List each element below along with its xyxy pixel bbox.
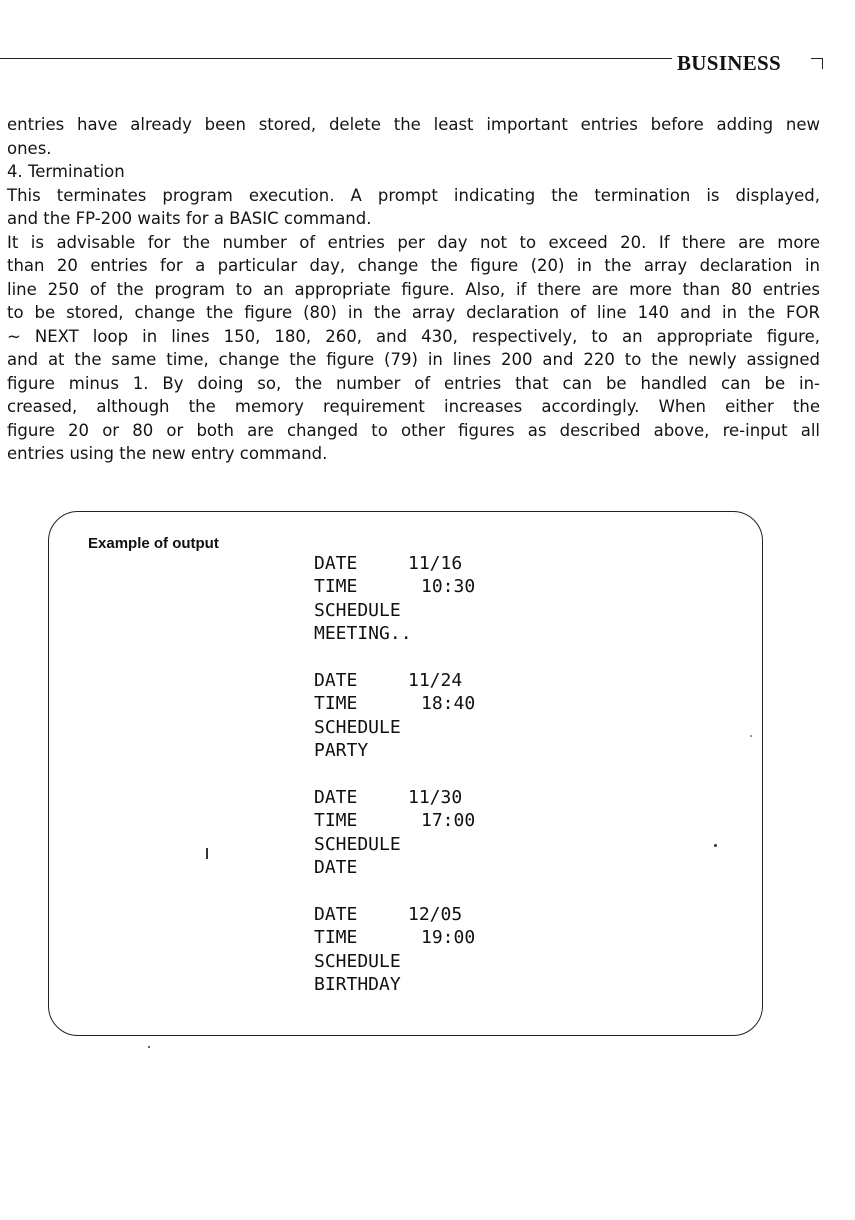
paragraph-line: creased, although the memory requirement increases accordingly. When either the (7, 397, 820, 416)
paragraph-line: and at the same time, change the figure (79) in lines 200 and 220 to the newly assigned (7, 350, 820, 369)
time-label: TIME (314, 927, 358, 949)
header-rule (0, 58, 672, 59)
schedule-label: SCHEDULE (314, 833, 401, 855)
section-heading: 4. Termination (7, 162, 125, 181)
schedule-value: BIRTHDAY (314, 974, 401, 996)
schedule-entry (314, 669, 475, 763)
date-label: DATE (314, 553, 358, 574)
output-entries (314, 552, 475, 996)
scan-speck (714, 844, 717, 847)
time-label: TIME (314, 810, 358, 832)
time-label: TIME (314, 693, 358, 715)
paragraph-line: than 20 entries for a particular day, change the figure (20) in the array declaration in (7, 256, 820, 275)
time-value: 17:00 (421, 810, 476, 832)
paragraph-line: to be stored, change the figure (80) in the array declaration of line 140 and in the FOR (7, 303, 820, 322)
schedule-entry (314, 786, 475, 880)
scan-speck (750, 735, 752, 737)
paragraph-line: entries have already been stored, delete the least important entries before adding new (7, 115, 820, 134)
body-text (7, 113, 820, 466)
date-value: 11/24 (408, 669, 463, 691)
paragraph-line: entries using the new entry command. (7, 444, 328, 463)
schedule-value: MEETING.. (314, 623, 412, 645)
scan-speck (148, 1046, 150, 1048)
paragraph-line: line 250 of the program to an appropriate figure. Also, if there are more than 80 entries (7, 279, 820, 299)
date-label: DATE (314, 786, 358, 808)
schedule-label: SCHEDULE (314, 599, 401, 621)
scan-speck (206, 848, 208, 859)
paragraph-line: figure 20 or 80 or both are changed to other figures as described above, re-input all (7, 420, 820, 440)
paragraph-line: and the FP-200 waits for a BASIC command. (7, 209, 372, 228)
section-header: BUSINESS (677, 51, 781, 75)
schedule-label: SCHEDULE (314, 716, 401, 738)
date-value: 12/05 (408, 903, 463, 925)
date-value: 11/16 (408, 553, 463, 574)
schedule-value: PARTY (314, 740, 369, 762)
date-value: 11/30 (408, 786, 463, 808)
time-value: 18:40 (421, 693, 476, 715)
time-label: TIME (314, 576, 358, 598)
date-label: DATE (314, 669, 358, 691)
paragraph-line: ~ NEXT loop in lines 150, 180, 260, and 430, respectively, to an appropriate figure, (7, 326, 820, 346)
header-corner-mark (811, 58, 823, 69)
schedule-entry (314, 552, 475, 646)
schedule-label: SCHEDULE (314, 950, 401, 972)
paragraph-line: ones. (7, 138, 52, 158)
date-label: DATE (314, 903, 358, 925)
time-value: 10:30 (421, 576, 476, 598)
time-value: 19:00 (421, 927, 476, 949)
schedule-entry (314, 903, 475, 997)
paragraph-line: This terminates program execution. A prompt indicating the termination is displayed, (7, 185, 820, 205)
output-example-label: Example of output (88, 535, 219, 552)
paragraph-line: figure minus 1. By doing so, the number of entries that can be handled can be in- (7, 373, 820, 393)
schedule-value: DATE (314, 857, 358, 879)
paragraph-line: It is advisable for the number of entries per day not to exceed 20. If there are more (7, 232, 820, 252)
